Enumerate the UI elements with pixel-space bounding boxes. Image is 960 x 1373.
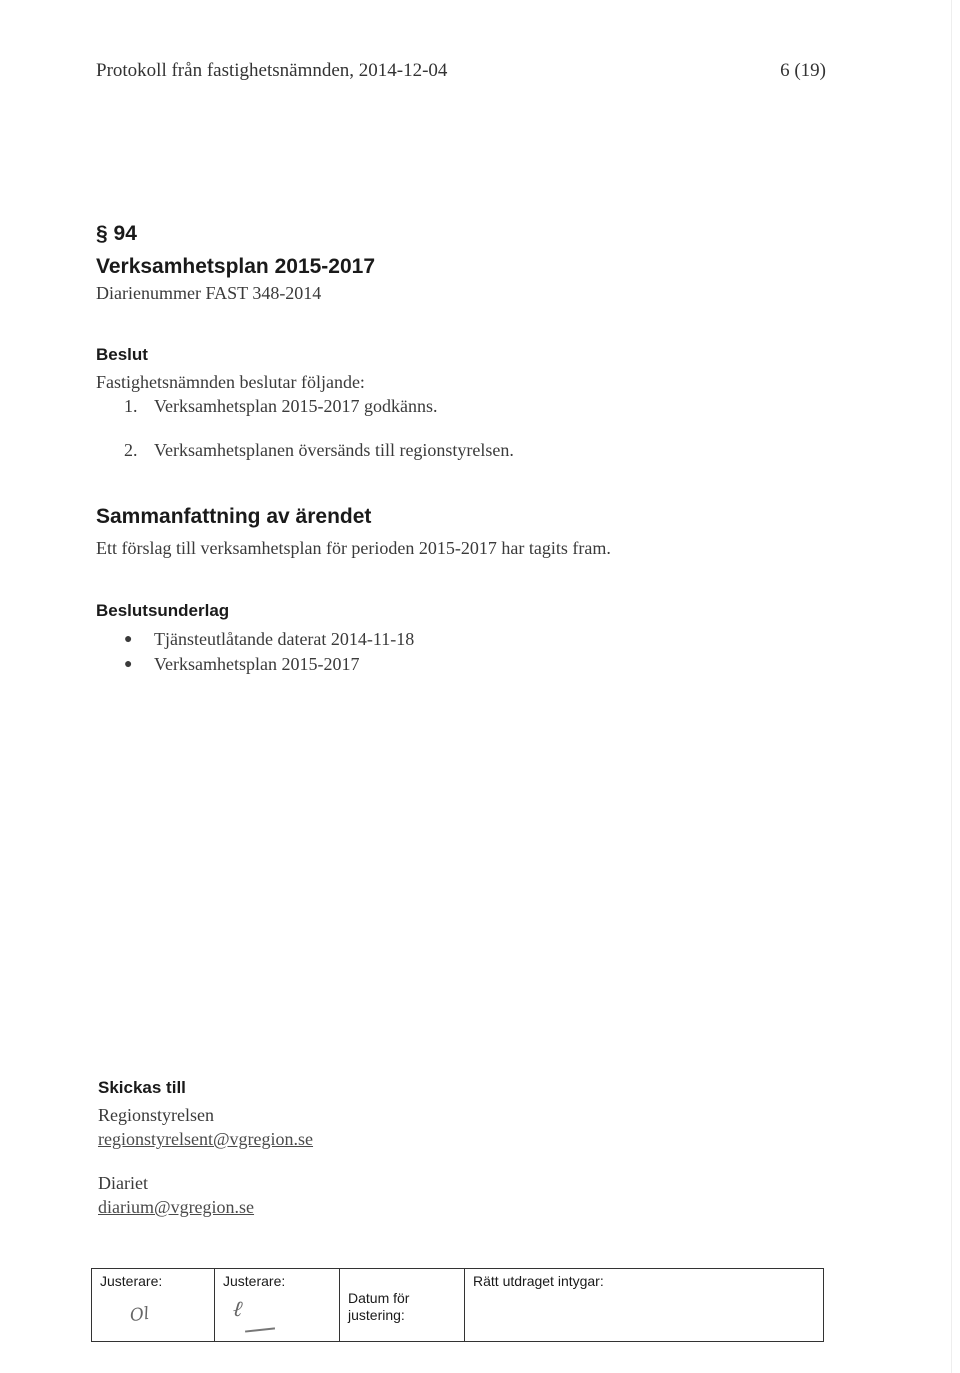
beslutsunderlag-item: [124, 654, 359, 675]
beslutsunderlag-heading: Beslutsunderlag: [96, 601, 230, 620]
signature-table: [91, 1268, 824, 1342]
recipient-name: Regionstyrelsen: [98, 1105, 214, 1125]
signature-cell-datum: [340, 1269, 465, 1341]
signature-cell-intygar: [465, 1269, 823, 1341]
signature-stroke: [245, 1327, 275, 1332]
beslut-item: [124, 396, 437, 417]
bullet-icon: ●: [124, 657, 133, 672]
beslut-heading: Beslut: [96, 345, 148, 364]
skickas-till-heading: Skickas till: [98, 1078, 186, 1097]
diarienummer: Diarienummer FAST 348-2014: [96, 283, 322, 303]
beslut-intro: Fastighetsnämnden beslutar följande:: [96, 372, 365, 392]
bullet-icon: ●: [124, 632, 133, 647]
beslut-item-number: 2.: [124, 440, 138, 460]
signature-cell-justerare-1: [92, 1269, 215, 1341]
beslut-item: [124, 440, 514, 461]
signature-cell-label: Datum för justering:: [348, 1290, 410, 1323]
page-number: 6 (19): [780, 60, 826, 81]
beslutsunderlag-item: [124, 629, 414, 650]
signature-cell-justerare-2: [215, 1269, 340, 1341]
signature-cell-label: Justerare:: [100, 1273, 163, 1289]
beslutsunderlag-item-text: Verksamhetsplan 2015-2017: [154, 654, 360, 674]
sammanfattning-heading: Sammanfattning av ärendet: [96, 505, 372, 528]
page-edge: [951, 0, 952, 1373]
signature-cell-label: Justerare:: [223, 1273, 286, 1289]
beslut-item-text: Verksamhetsplanen översänds till regionstyrelsen.: [154, 440, 514, 460]
beslut-item-text: Verksamhetsplan 2015-2017 godkänns.: [154, 396, 438, 416]
handwritten-initials: Ol: [128, 1303, 151, 1327]
recipient-email-link[interactable]: regionstyrelsent@vgregion.se: [98, 1129, 314, 1149]
recipient-email-link[interactable]: diarium@vgregion.se: [98, 1197, 255, 1217]
sammanfattning-text: Ett förslag till verksamhetsplan för perioden 2015-2017 har tagits fram.: [96, 538, 611, 558]
protocol-header-title: Protokoll från fastighetsnämnden, 2014-12-04: [96, 60, 448, 81]
signature-cell-label: Rätt utdraget intygar:: [473, 1273, 604, 1289]
handwritten-initials: ℓ: [231, 1296, 244, 1323]
beslut-item-number: 1.: [124, 396, 138, 416]
recipient-name: Diariet: [98, 1173, 148, 1193]
paragraph-title: Verksamhetsplan 2015-2017: [96, 255, 376, 278]
beslutsunderlag-item-text: Tjänsteutlåtande daterat 2014-11-18: [154, 629, 415, 649]
paragraph-number: § 94: [96, 222, 137, 245]
